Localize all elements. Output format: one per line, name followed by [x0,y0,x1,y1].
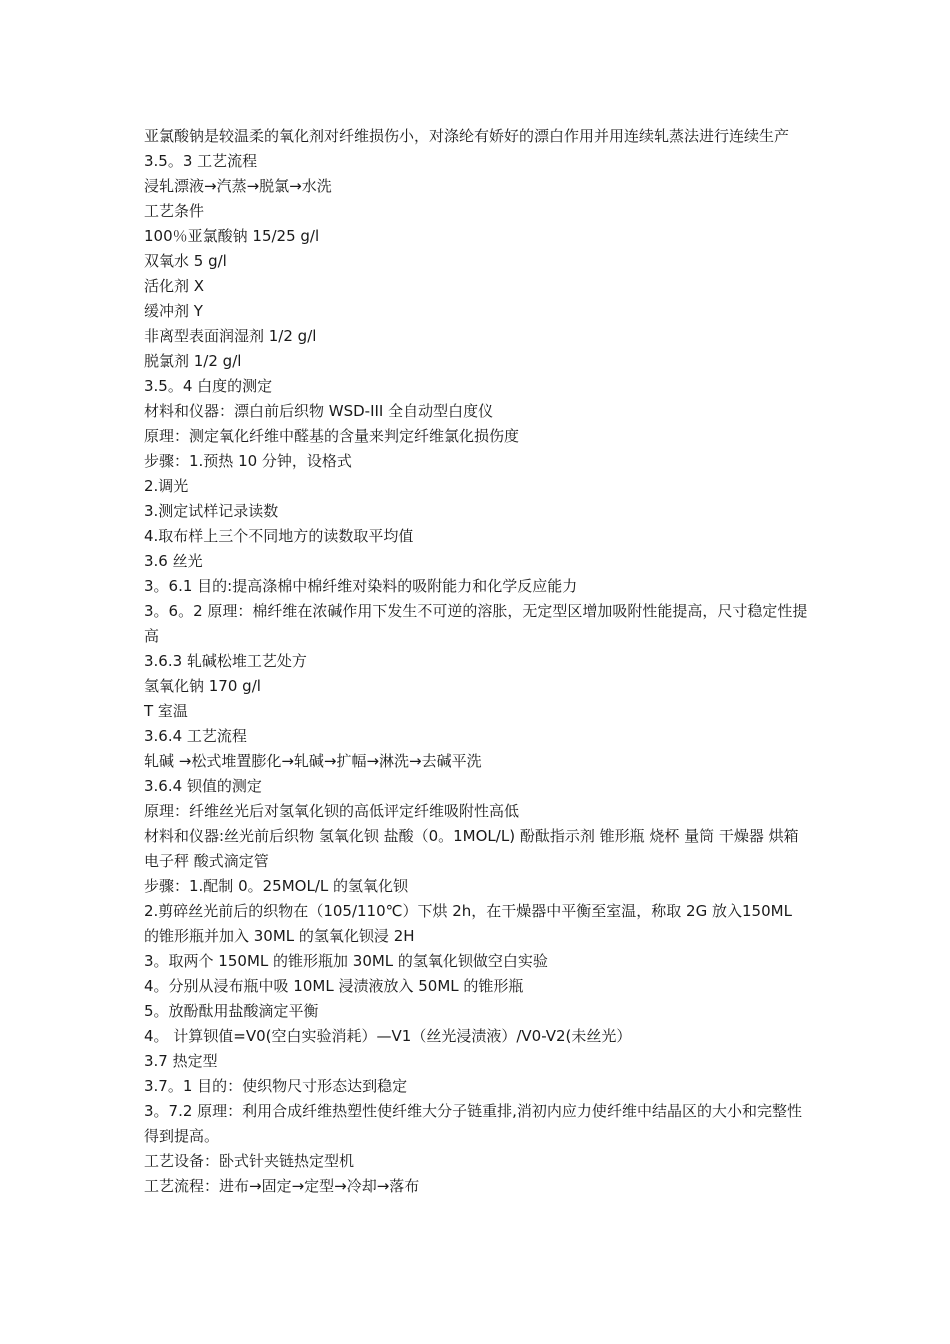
paragraph: 2.调光 [144,477,189,495]
paragraph: 工艺条件 [144,202,205,220]
paragraph: 5。放酚酞用盐酸滴定平衡 [144,1002,319,1020]
paragraph: 工艺流程：进布→固定→定型→冷却→落布 [144,1177,420,1195]
paragraph: 浸轧漂液→汽蒸→脱氯→水洗 [144,177,332,195]
paragraph: 原理：测定氧化纤维中醛基的含量来判定纤维氯化损伤度 [144,427,520,445]
paragraph: 活化剂 X [144,277,205,295]
paragraph: 双氧水 5 g/l [144,252,227,270]
paragraph: 亚氯酸钠是较温柔的氧化剂对纤维损伤小，对涤纶有娇好的漂白作用并用连续轧蒸法进行连续生产 [144,127,790,145]
document-body [144,124,809,1199]
paragraph: 材料和仪器:丝光前后织物 氢氧化钡 盐酸（0。1MOL/L) 酚酞指示剂 锥形瓶 烧杯 量筒 干燥器 烘箱 电子秤 酸式滴定管 [144,827,804,870]
paragraph: 原理：纤维丝光后对氢氧化钡的高低评定纤维吸附性高低 [144,802,520,820]
paragraph: 3。7.2 原理：利用合成纤维热塑性使纤维大分子链重排,消初内应力使纤维中结晶区的大小和完整性得到提高。 [144,1102,802,1145]
paragraph: 步骤：1.配制 0。25MOL/L 的氢氧化钡 [144,877,408,895]
section-heading: 3.6.3 轧碱松堆工艺处方 [144,652,307,670]
section-heading: 3.5。4 白度的测定 [144,377,273,395]
paragraph: 4。分别从浸布瓶中吸 10ML 浸渍液放入 50ML 的锥形瓶 [144,977,524,995]
paragraph: 非离型表面润湿剂 1/2 g/l [144,327,317,345]
paragraph: 3。6.1 目的:提高涤棉中棉纤维对染料的吸附能力和化学反应能力 [144,577,578,595]
paragraph: T 室温 [144,702,188,720]
paragraph: 材料和仪器：漂白前后织物 WSD-III 全自动型白度仪 [144,402,494,420]
paragraph: 步骤：1.预热 10 分钟，设格式 [144,452,352,470]
paragraph: 4。 计算钡值=V0(空白实验消耗）—V1（丝光浸渍液）/V0-V2(未丝光） [144,1027,632,1045]
paragraph: 脱氯剂 1/2 g/l [144,352,242,370]
paragraph: 100％亚氯酸钠 15/25 g/l [144,227,320,245]
section-heading: 3.6.4 工艺流程 [144,727,247,745]
paragraph: 3。6。2 原理：棉纤维在浓碱作用下发生不可逆的溶胀，无定型区增加吸附性能提高，尺寸稳定性提高 [144,602,808,645]
paragraph: 3.测定试样记录读数 [144,502,279,520]
section-heading: 3.5。3 工艺流程 [144,152,258,170]
paragraph: 缓冲剂 Y [144,302,203,320]
paragraph: 2.剪碎丝光前后的织物在（105/110℃）下烘 2h，在干燥器中平衡至室温，称取 2G 放入150ML 的锥形瓶并加入 30ML 的氢氧化钡浸 2H [144,902,797,945]
section-heading: 3.6.4 钡值的测定 [144,777,262,795]
paragraph: 3.7。1 目的：使织物尺寸形态达到稳定 [144,1077,408,1095]
paragraph: 轧碱 →松式堆置膨化→轧碱→扩幅→淋洗→去碱平洗 [144,752,482,770]
paragraph: 氢氧化钠 170 g/l [144,677,261,695]
section-heading: 3.6 丝光 [144,552,203,570]
paragraph: 4.取布样上三个不同地方的读数取平均值 [144,527,414,545]
section-heading: 3.7 热定型 [144,1052,218,1070]
paragraph: 工艺设备：卧式针夹链热定型机 [144,1152,355,1170]
paragraph: 3。取两个 150ML 的锥形瓶加 30ML 的氢氧化钡做空白实验 [144,952,548,970]
